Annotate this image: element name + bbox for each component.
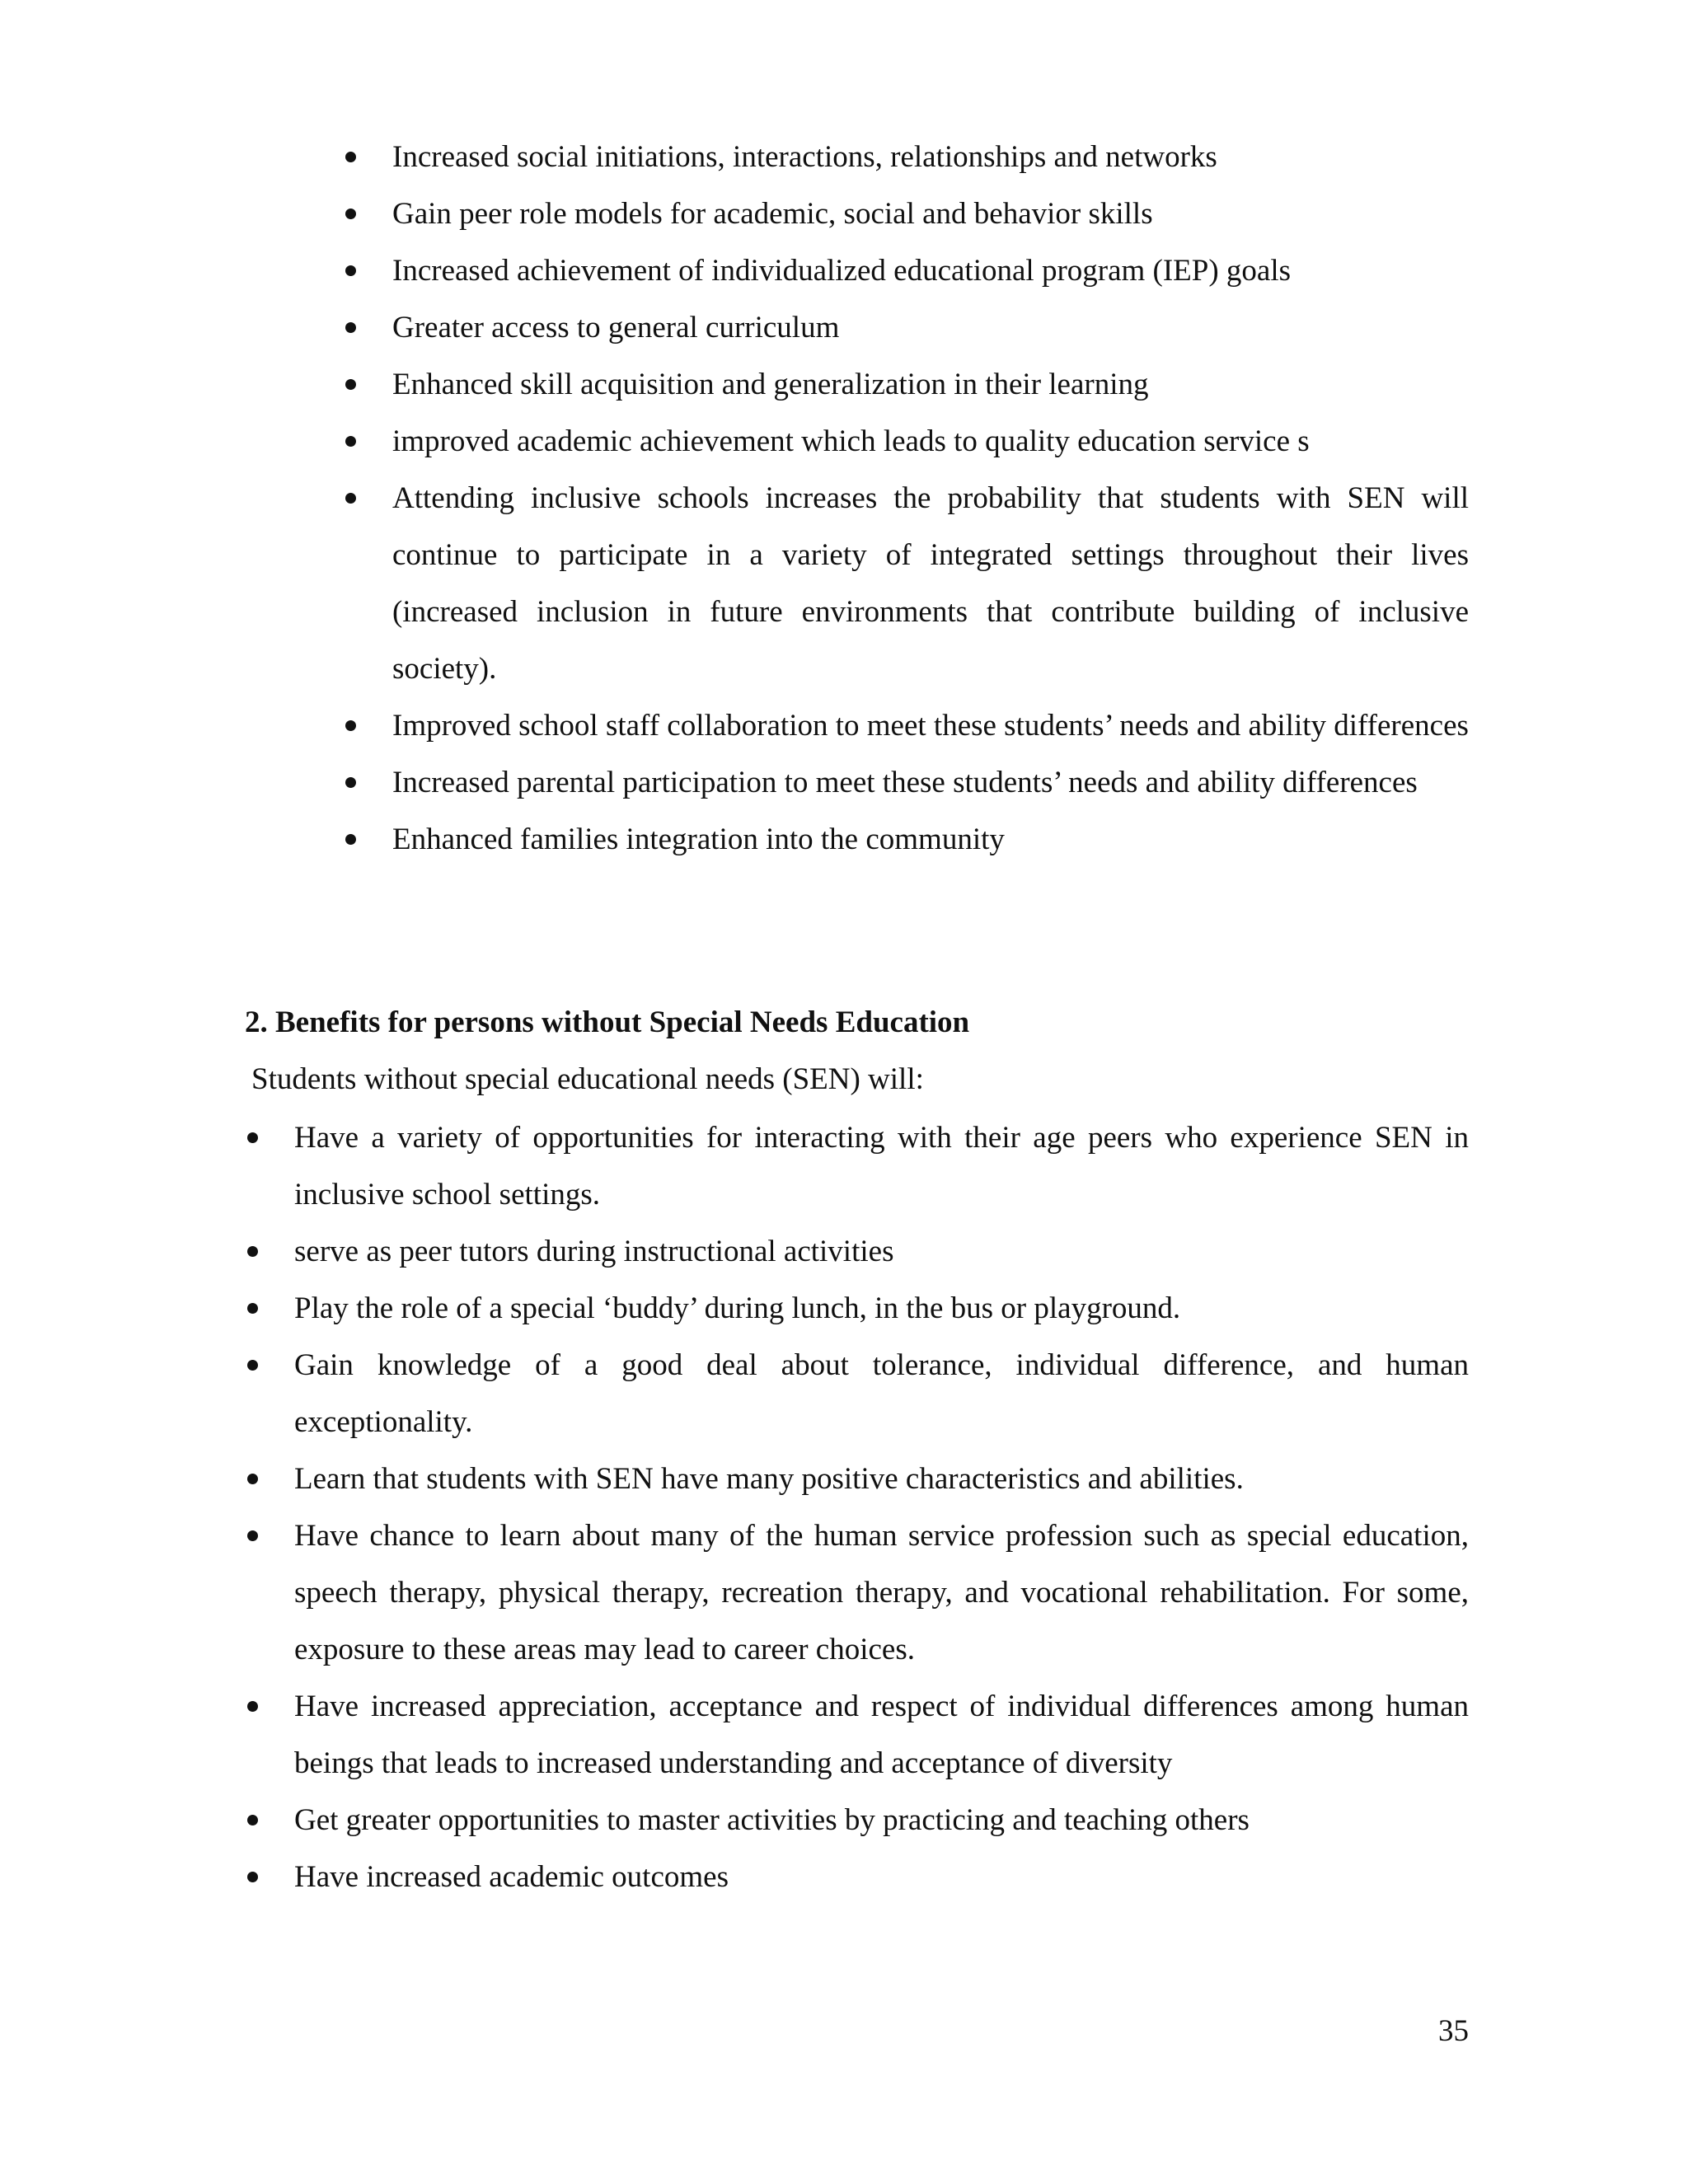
- list-item: Attending inclusive schools increases the probability that students with SEN will continue to participate in a variety of integrated settings throughout their lives (increased inclusion in future environments that contribute building of inclusive society).: [392, 470, 1469, 697]
- list-item: Learn that students with SEN have many positive characteristics and abilities.: [294, 1451, 1469, 1507]
- benefits-list-without-sen: [294, 1109, 1469, 1905]
- list-item: Gain knowledge of a good deal about tolerance, individual difference, and human exceptionality.: [294, 1337, 1469, 1451]
- list-item: Increased social initiations, interactions, relationships and networks: [392, 129, 1469, 185]
- list-item: Gain peer role models for academic, social and behavior skills: [392, 185, 1469, 242]
- section-heading: 2. Benefits for persons without Special Needs Education: [245, 1005, 970, 1039]
- list-item: Improved school staff collaboration to meet these students’ needs and ability differences: [392, 697, 1469, 754]
- list-item: Increased parental participation to meet these students’ needs and ability differences: [392, 754, 1469, 811]
- list-item: Have increased appreciation, acceptance and respect of individual differences among human beings that leads to increased understanding and acceptance of diversity: [294, 1678, 1469, 1792]
- list-item: Play the role of a special ‘buddy’ during lunch, in the bus or playground.: [294, 1280, 1469, 1337]
- list-item: improved academic achievement which leads to quality education service s: [392, 413, 1469, 470]
- list-item: Have increased academic outcomes: [294, 1849, 1469, 1905]
- list-item: Enhanced skill acquisition and generalization in their learning: [392, 356, 1469, 413]
- benefits-list-with-sen: [392, 129, 1469, 868]
- list-item: Get greater opportunities to master activities by practicing and teaching others: [294, 1792, 1469, 1849]
- list-item: Have chance to learn about many of the human service profession such as special education, speech therapy, physical therapy, recreation therapy, and vocational rehabilitation. For some, exposure to these areas may lead to career choices.: [294, 1507, 1469, 1678]
- list-item: Increased achievement of individualized educational program (IEP) goals: [392, 242, 1469, 299]
- list-item: Have a variety of opportunities for interacting with their age peers who experience SEN in inclusive school settings.: [294, 1109, 1469, 1223]
- list-item: Greater access to general curriculum: [392, 299, 1469, 356]
- page-number: 35: [1438, 2014, 1469, 2048]
- list-item: Enhanced families integration into the community: [392, 811, 1469, 868]
- section-intro: Students without special educational needs (SEN) will:: [251, 1062, 924, 1096]
- list-item: serve as peer tutors during instructional activities: [294, 1223, 1469, 1280]
